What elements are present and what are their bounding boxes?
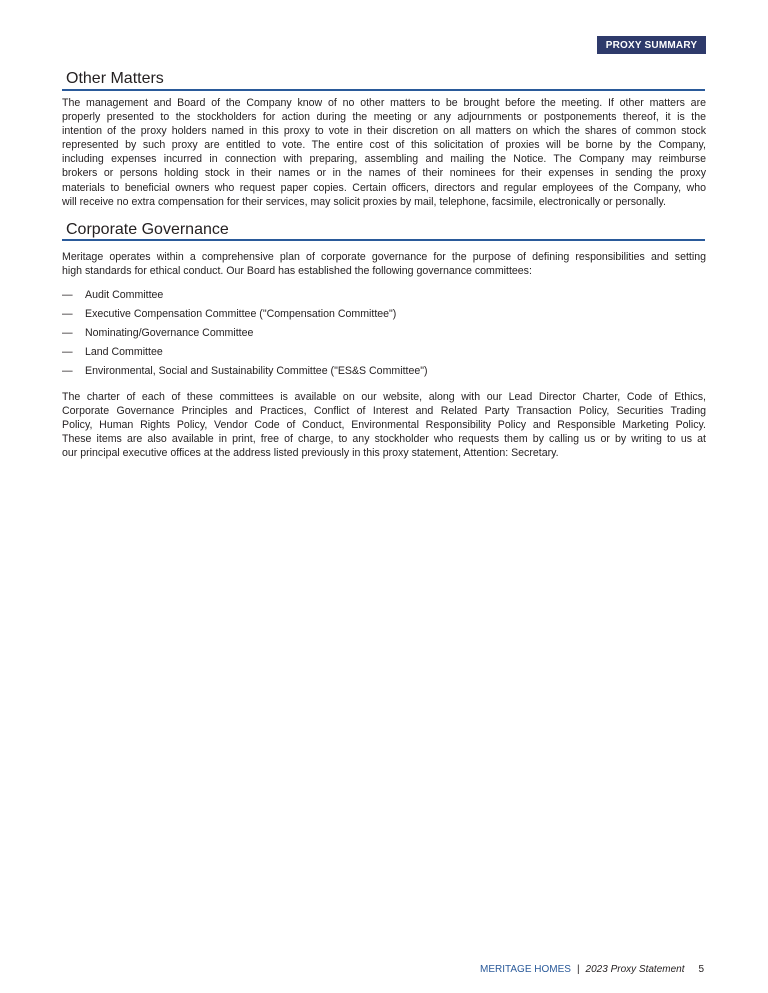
committee-name: Nominating/Governance Committee xyxy=(85,327,254,339)
text-line: our principal executive offices at the address listed previously in this proxy statement, Attention: Secretary. xyxy=(62,447,559,460)
governance-closing-paragraph xyxy=(62,390,706,460)
text-line: The charter of each of these committees is available on our website, along with our Lead Director Charter, Code of Ethics, xyxy=(62,391,706,403)
text-line: Policy, Human Rights Policy, Vendor Code of Conduct, Environmental Responsibility Policy and Responsible Marketing Policy. xyxy=(62,419,706,432)
text-line: Meritage operates within a comprehensive plan of corporate governance for the purpose of defining responsibilities and setting xyxy=(62,251,706,263)
text-line: brokers or persons holding stock in their names or in the names of their nominees for their expenses in sending the proxy xyxy=(62,167,706,180)
section-badge: PROXY SUMMARY xyxy=(597,36,706,54)
list-item xyxy=(62,345,428,364)
heading-rule xyxy=(62,89,705,91)
dash-bullet: — xyxy=(62,365,73,377)
text-line: properly presented to the stockholders for action during the meeting or any adjournments or postponements thereof, it is the xyxy=(62,111,706,124)
dash-bullet: — xyxy=(62,289,73,301)
committee-name: Land Committee xyxy=(85,346,163,358)
footer-brand: MERITAGE HOMES xyxy=(480,964,571,975)
other-matters-paragraph xyxy=(62,96,706,209)
footer xyxy=(480,964,704,975)
list-item xyxy=(62,326,428,345)
list-item xyxy=(62,288,428,307)
text-line: These items are also available in print, free of charge, to any stockholder who requests them by calling us or by writing to us at xyxy=(62,433,706,446)
page-number: 5 xyxy=(698,964,705,975)
dash-bullet: — xyxy=(62,327,73,339)
committee-name: Environmental, Social and Sustainability Committee ("ES&S Committee") xyxy=(85,365,428,377)
heading-rule xyxy=(62,239,705,241)
dash-bullet: — xyxy=(62,308,73,320)
committee-name: Executive Compensation Committee ("Compensation Committee") xyxy=(85,308,397,320)
text-line: represented by such proxy are entitled to vote. The entire cost of this solicitation of proxies will be borne by the Company, xyxy=(62,139,706,152)
heading-other-matters: Other Matters xyxy=(66,70,164,87)
text-line: will receive no extra compensation for their services, may solicit proxies by mail, telephone, facsimile, electronically or personally. xyxy=(62,195,666,208)
list-item xyxy=(62,364,428,383)
footer-document-title: 2023 Proxy Statement xyxy=(585,964,685,975)
governance-intro-paragraph xyxy=(62,250,706,278)
text-line: including expenses incurred in connection with preparing, assembling and mailing the Notice. The Company may reimburse xyxy=(62,153,706,166)
committee-list xyxy=(62,288,428,383)
list-item xyxy=(62,307,428,326)
committee-name: Audit Committee xyxy=(85,289,164,301)
text-line: intention of the proxy holders named in this proxy to vote in their discretion on all matters on which the shares of common stock xyxy=(62,125,706,138)
dash-bullet: — xyxy=(62,346,73,358)
heading-corporate-governance: Corporate Governance xyxy=(66,221,229,238)
text-line: materials to beneficial owners who request paper copies. Certain officers, directors and regular employees of the Company, who xyxy=(62,181,706,194)
footer-separator: | xyxy=(576,964,580,975)
text-line: The management and Board of the Company know of no other matters to be brought before the meeting. If other matters are xyxy=(62,97,706,109)
text-line: Corporate Governance Principles and Practices, Conflict of Interest and Related Party Transaction Policy, Securities Trading xyxy=(62,405,706,418)
text-line: high standards for ethical conduct. Our Board has established the following governance committees: xyxy=(62,265,532,278)
